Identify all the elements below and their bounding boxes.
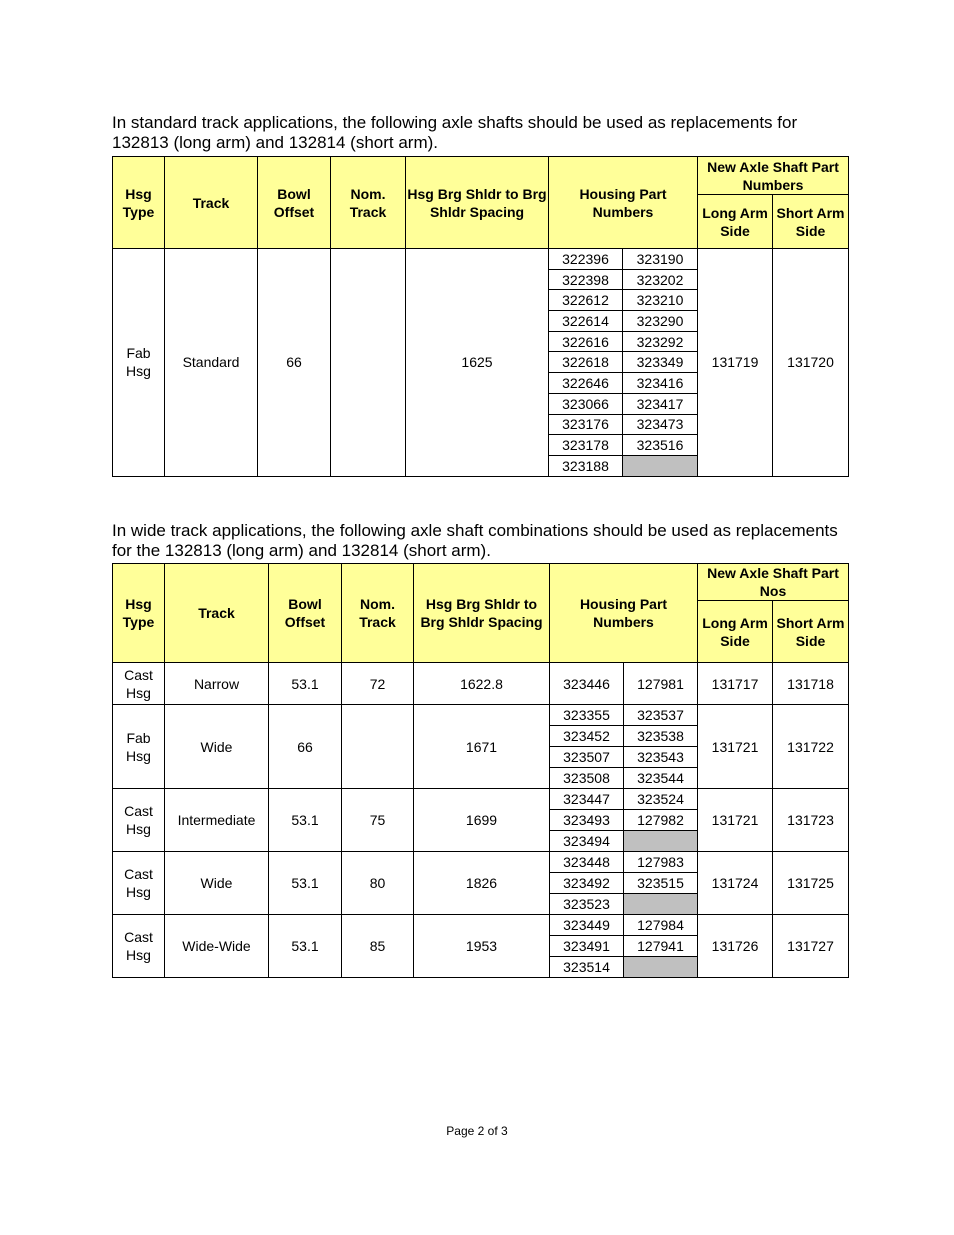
housing-part-number: 323452 bbox=[550, 726, 624, 747]
housing-part-number: 323493 bbox=[550, 810, 624, 831]
header-long-arm-side: Long Arm Side bbox=[698, 195, 773, 249]
housing-part-number: 323417 bbox=[623, 393, 698, 414]
cell-spacing: 1622.8 bbox=[414, 663, 550, 705]
housing-part-number: 323524 bbox=[624, 789, 698, 810]
cell-hsg-type: Cast Hsg bbox=[113, 852, 165, 915]
cell-short-arm: 131727 bbox=[773, 915, 849, 978]
cell-track: Wide bbox=[165, 852, 269, 915]
header-hsg-type: Hsg Type bbox=[113, 157, 165, 249]
housing-part-number: 127982 bbox=[624, 810, 698, 831]
header-short-arm-side: Short Arm Side bbox=[773, 195, 849, 249]
header-long-arm-side: Long Arm Side bbox=[698, 601, 773, 663]
table-row bbox=[113, 705, 849, 726]
housing-part-number: 323523 bbox=[550, 894, 624, 915]
housing-part-number: 323188 bbox=[549, 455, 623, 476]
housing-part-number: 322646 bbox=[549, 373, 623, 394]
cell-hsg-type: Cast Hsg bbox=[113, 663, 165, 705]
standard-track-table bbox=[112, 156, 849, 477]
cell-track: Wide bbox=[165, 705, 269, 789]
housing-part-number: 323176 bbox=[549, 414, 623, 435]
cell-spacing: 1625 bbox=[406, 249, 549, 477]
empty-cell bbox=[624, 894, 698, 915]
cell-short-arm: 131720 bbox=[773, 249, 849, 477]
cell-hsg-type: Cast Hsg bbox=[113, 789, 165, 852]
cell-bowl-offset: 66 bbox=[258, 249, 331, 477]
cell-nom-track bbox=[342, 705, 414, 789]
cell-nom-track: 85 bbox=[342, 915, 414, 978]
housing-part-number: 323447 bbox=[550, 789, 624, 810]
cell-bowl-offset: 53.1 bbox=[269, 789, 342, 852]
housing-part-number: 323066 bbox=[549, 393, 623, 414]
housing-part-number: 322618 bbox=[549, 352, 623, 373]
cell-hsg-type: Fab Hsg bbox=[113, 705, 165, 789]
housing-part-number: 127984 bbox=[624, 915, 698, 936]
cell-long-arm: 131721 bbox=[698, 789, 773, 852]
table-row bbox=[113, 852, 849, 873]
housing-part-number: 323507 bbox=[550, 747, 624, 768]
housing-part-number: 127941 bbox=[624, 936, 698, 957]
cell-short-arm: 131723 bbox=[773, 789, 849, 852]
housing-part-number: 323416 bbox=[623, 373, 698, 394]
cell-bowl-offset: 53.1 bbox=[269, 852, 342, 915]
housing-part-number: 127981 bbox=[624, 663, 698, 705]
cell-bowl-offset: 53.1 bbox=[269, 663, 342, 705]
cell-nom-track: 75 bbox=[342, 789, 414, 852]
header-spacing: Hsg Brg Shldr to Brg Shldr Spacing bbox=[406, 157, 549, 249]
table-row bbox=[113, 663, 849, 705]
housing-part-number: 323190 bbox=[623, 249, 698, 270]
housing-part-number: 322616 bbox=[549, 331, 623, 352]
header-housing-part-numbers: Housing Part Numbers bbox=[550, 564, 698, 663]
housing-part-number: 323292 bbox=[623, 331, 698, 352]
housing-part-number: 323543 bbox=[624, 747, 698, 768]
standard-track-body bbox=[113, 249, 849, 477]
cell-track: Intermediate bbox=[165, 789, 269, 852]
cell-short-arm: 131718 bbox=[773, 663, 849, 705]
housing-part-number: 323210 bbox=[623, 290, 698, 311]
header-track: Track bbox=[165, 157, 258, 249]
cell-short-arm: 131722 bbox=[773, 705, 849, 789]
housing-part-number: 323514 bbox=[550, 957, 624, 978]
header-bowl-offset: Bowl Offset bbox=[258, 157, 331, 249]
housing-part-number: 323516 bbox=[623, 435, 698, 456]
header-bowl-offset: Bowl Offset bbox=[269, 564, 342, 663]
table-row bbox=[113, 915, 849, 936]
empty-cell bbox=[624, 831, 698, 852]
empty-cell bbox=[623, 455, 698, 476]
cell-long-arm: 131726 bbox=[698, 915, 773, 978]
cell-spacing: 1671 bbox=[414, 705, 550, 789]
housing-part-number: 322614 bbox=[549, 311, 623, 332]
housing-part-number: 322396 bbox=[549, 249, 623, 270]
housing-part-number: 323449 bbox=[550, 915, 624, 936]
header-hsg-type: Hsg Type bbox=[113, 564, 165, 663]
housing-part-number: 323491 bbox=[550, 936, 624, 957]
cell-long-arm: 131721 bbox=[698, 705, 773, 789]
header-new-axle-shaft: New Axle Shaft Part Nos bbox=[698, 564, 849, 601]
housing-part-number: 323448 bbox=[550, 852, 624, 873]
page-footer: Page 2 of 3 bbox=[446, 1124, 508, 1138]
cell-spacing: 1699 bbox=[414, 789, 550, 852]
cell-track: Narrow bbox=[165, 663, 269, 705]
header-short-arm-side: Short Arm Side bbox=[773, 601, 849, 663]
cell-long-arm: 131724 bbox=[698, 852, 773, 915]
header-nom-track: Nom. Track bbox=[331, 157, 406, 249]
housing-part-number: 323515 bbox=[624, 873, 698, 894]
housing-part-number: 323178 bbox=[549, 435, 623, 456]
header-nom-track: Nom. Track bbox=[342, 564, 414, 663]
cell-nom-track: 72 bbox=[342, 663, 414, 705]
cell-hsg-type: Cast Hsg bbox=[113, 915, 165, 978]
housing-part-number: 323202 bbox=[623, 269, 698, 290]
housing-part-number: 323538 bbox=[624, 726, 698, 747]
table-row bbox=[113, 249, 849, 270]
header-spacing: Hsg Brg Shldr to Brg Shldr Spacing bbox=[414, 564, 550, 663]
cell-bowl-offset: 66 bbox=[269, 705, 342, 789]
cell-short-arm: 131725 bbox=[773, 852, 849, 915]
cell-long-arm: 131719 bbox=[698, 249, 773, 477]
cell-bowl-offset: 53.1 bbox=[269, 915, 342, 978]
housing-part-number: 323446 bbox=[550, 663, 624, 705]
cell-track: Standard bbox=[165, 249, 258, 477]
empty-cell bbox=[624, 957, 698, 978]
cell-nom-track bbox=[331, 249, 406, 477]
housing-part-number: 322398 bbox=[549, 269, 623, 290]
table-row bbox=[113, 789, 849, 810]
header-housing-part-numbers: Housing Part Numbers bbox=[549, 157, 698, 249]
housing-part-number: 323349 bbox=[623, 352, 698, 373]
cell-hsg-type: Fab Hsg bbox=[113, 249, 165, 477]
housing-part-number: 323508 bbox=[550, 768, 624, 789]
cell-spacing: 1826 bbox=[414, 852, 550, 915]
housing-part-number: 323355 bbox=[550, 705, 624, 726]
header-new-axle-shaft: New Axle Shaft Part Numbers bbox=[698, 157, 849, 195]
wide-track-table bbox=[112, 563, 849, 978]
housing-part-number: 127983 bbox=[624, 852, 698, 873]
wide-track-body bbox=[113, 663, 849, 978]
housing-part-number: 322612 bbox=[549, 290, 623, 311]
cell-long-arm: 131717 bbox=[698, 663, 773, 705]
cell-nom-track: 80 bbox=[342, 852, 414, 915]
housing-part-number: 323492 bbox=[550, 873, 624, 894]
housing-part-number: 323537 bbox=[624, 705, 698, 726]
cell-spacing: 1953 bbox=[414, 915, 550, 978]
housing-part-number: 323494 bbox=[550, 831, 624, 852]
cell-track: Wide-Wide bbox=[165, 915, 269, 978]
housing-part-number: 323473 bbox=[623, 414, 698, 435]
intro-standard-track: In standard track applications, the following axle shafts should be used as replacements for 132813 (long arm) and 132814 (short arm). bbox=[112, 113, 798, 152]
housing-part-number: 323544 bbox=[624, 768, 698, 789]
housing-part-number: 323290 bbox=[623, 311, 698, 332]
header-track: Track bbox=[165, 564, 269, 663]
intro-wide-track: In wide track applications, the following axle shaft combinations should be used as replacements for the 132813 (long arm) and 132814 (short arm). bbox=[112, 521, 838, 560]
